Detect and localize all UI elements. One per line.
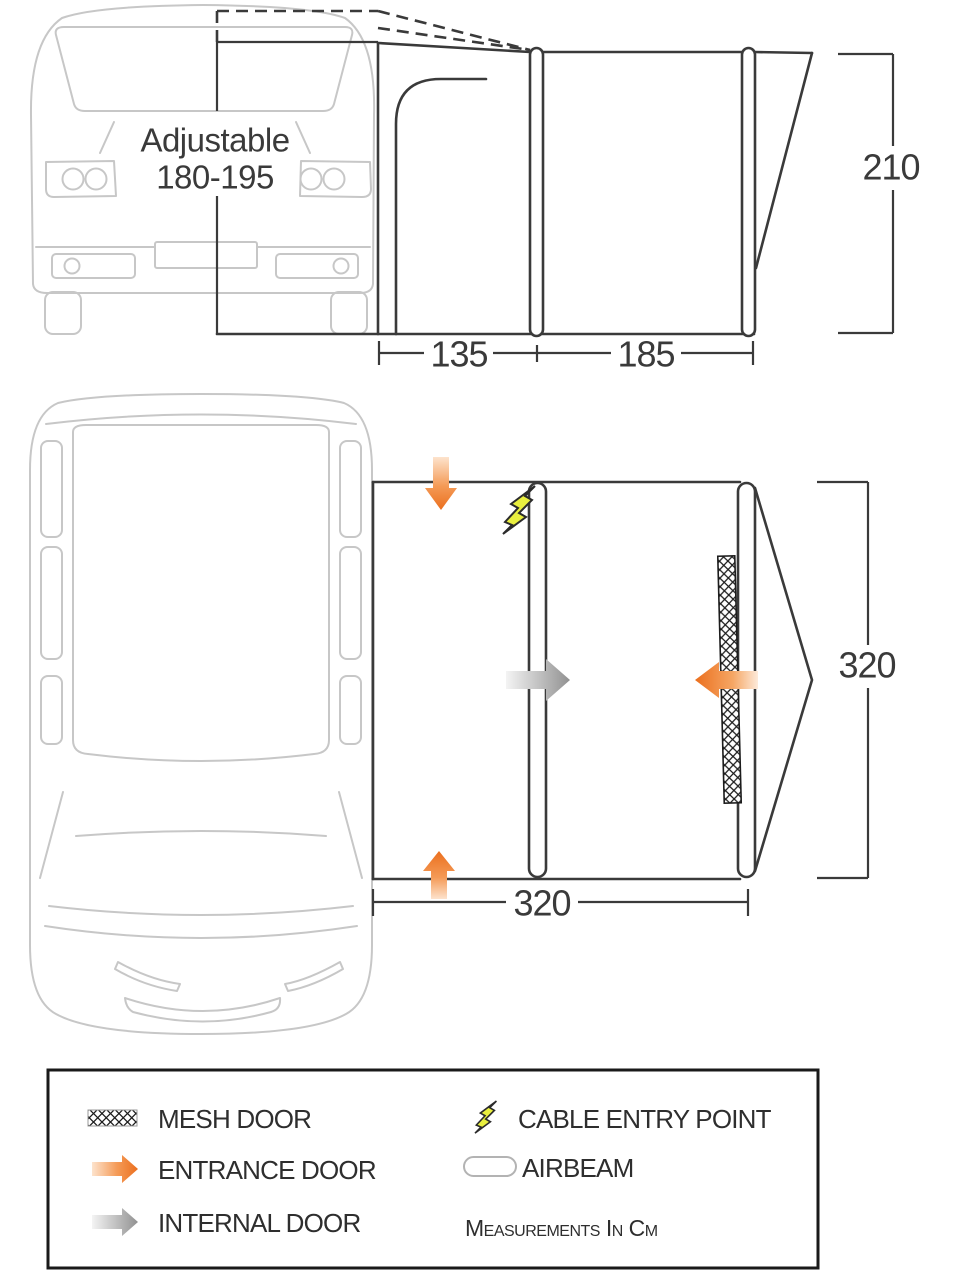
plan-front-dimension (373, 883, 748, 924)
van-top-outline-icon (30, 394, 372, 1034)
dim-label-rear-depth: 185 (617, 333, 675, 375)
dim-label-front-depth: 135 (430, 333, 488, 375)
side-view (31, 5, 920, 375)
legend-airbeam-icon (464, 1157, 516, 1176)
airbeam-front-side-icon (530, 48, 543, 336)
dim-label-plan-front: 320 (513, 882, 571, 924)
entrance-door-top-arrow-icon (425, 457, 457, 510)
plan-view (30, 394, 896, 1034)
adjustable-label-line1: Adjustable (140, 121, 290, 159)
legend-mesh-door-label: MESH DOOR (158, 1104, 312, 1134)
legend-mesh-door-icon (88, 1110, 137, 1126)
attachment-dashed-lines (217, 11, 530, 50)
legend-measurements-note: Measurements In Cm (465, 1215, 658, 1241)
legend-airbeam-label: AIRBEAM (522, 1153, 634, 1183)
dim-label-plan-side: 320 (838, 644, 896, 686)
side-door-outline (396, 79, 486, 334)
side-width-dimension (379, 334, 753, 375)
plan-side-dimension (817, 482, 896, 878)
legend-internal-door-label: INTERNAL DOOR (158, 1208, 361, 1238)
legend-cable-entry-label: CABLE ENTRY POINT (518, 1104, 771, 1134)
dim-label-height: 210 (862, 146, 920, 188)
legend (48, 1070, 818, 1268)
rear-flap-outline (755, 488, 812, 871)
entrance-door-bottom-arrow-icon (423, 851, 455, 899)
side-height-dimension (838, 54, 920, 333)
airbeam-rear-side-icon (742, 48, 755, 336)
adjustable-label-line2: 180-195 (156, 158, 274, 196)
legend-entrance-door-label: ENTRANCE DOOR (158, 1155, 376, 1185)
